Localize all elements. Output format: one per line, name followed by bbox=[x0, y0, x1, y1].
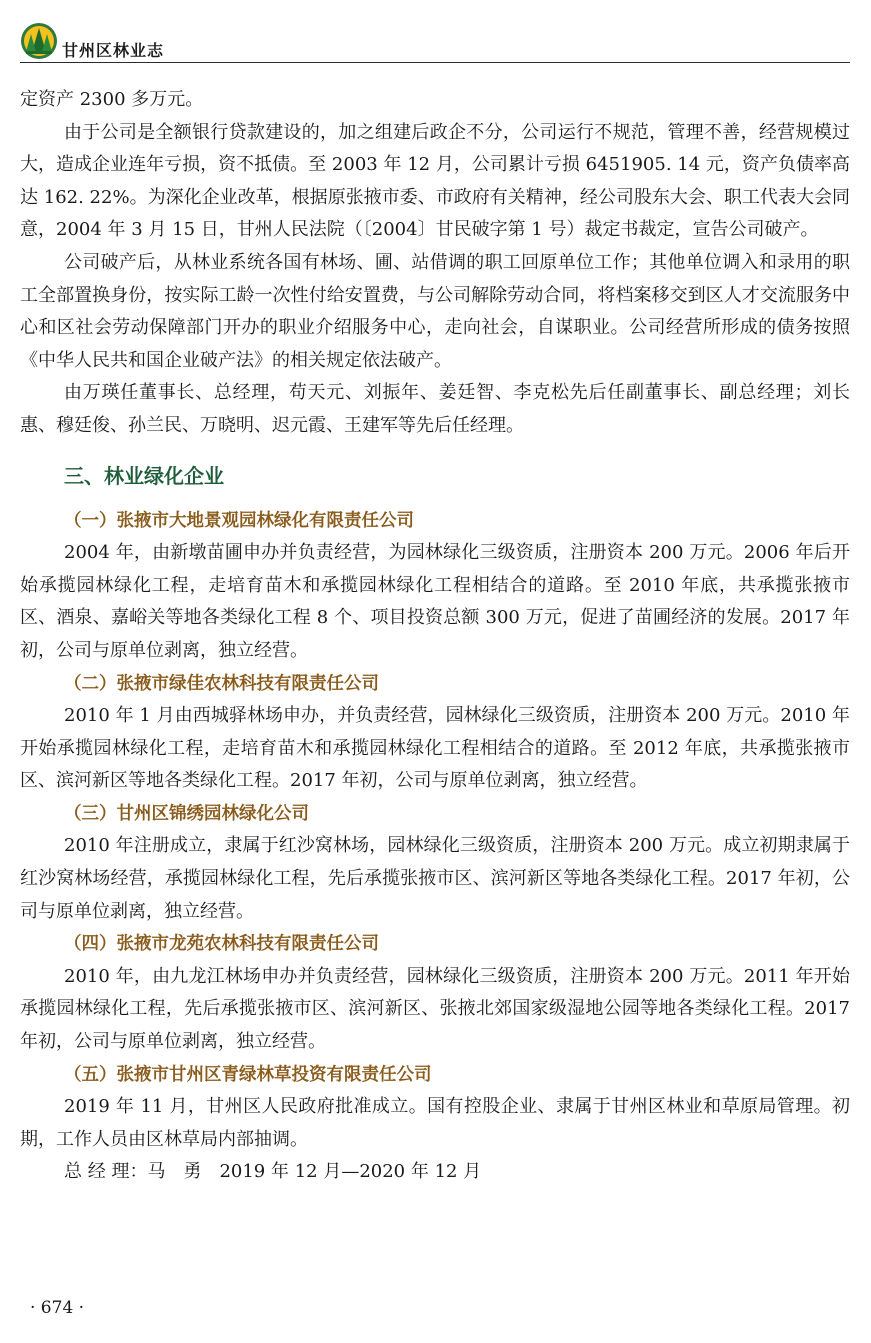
page-body bbox=[20, 84, 850, 1189]
paragraph-after-bankruptcy: 公司破产后，从林业系统各国有林场、圃、站借调的职工回原单位工作；其他单位调入和录用的职工全部置换身份，按实际工龄一次性付给安置费，与公司解除劳动合同，将档案移交到区人才交流服务中心和区社会劳动保障部门开办的职业介绍服务中心，走向社会，自谋职业。公司经营所形成的债务按照《中华人民共和国企业破产法》的相关规定依法破产。 bbox=[20, 251, 850, 371]
page-number: · 674 · bbox=[30, 1298, 85, 1318]
paragraph-leadership: 由万瑛任董事长、总经理，苟天元、刘振年、姜廷智、李克松先后任副董事长、副总经理；刘长惠、穆廷俊、孙兰民、万晓明、迟元霞、王建军等先后任经理。 bbox=[20, 382, 850, 436]
company-heading: （三）甘州区锦绣园林绿化公司 bbox=[64, 803, 309, 824]
company-heading: （二）张掖市绿佳农林科技有限责任公司 bbox=[64, 673, 379, 694]
company-2 bbox=[20, 668, 850, 798]
company-heading: （一）张掖市大地景观园林绿化有限责任公司 bbox=[64, 510, 414, 531]
company-heading: （五）张掖市甘州区青绿林草投资有限责任公司 bbox=[64, 1064, 432, 1085]
book-title: 甘州区林业志 bbox=[62, 41, 165, 60]
forest-logo-icon bbox=[20, 22, 58, 60]
paragraph-bankruptcy: 由于公司是全额银行贷款建设的，加之组建后政企不分，公司运行不规范，管理不善，经营规模过大，造成企业连年亏损，资不抵债。至 2003 年 12 月，公司累计亏损 6451905. 14 元，资产负债率高达 162. 22%。为深化企业改革，根据原张掖市委、市政府有关精神，经公司股东大会、职工代表大会同意，2004 年 3 月 15 日，甘州人民法院（〔2004〕甘民破字第 1 号）裁定书裁定，宣告公司破产。 bbox=[20, 121, 850, 241]
section-heading: 三、林业绿化企业 bbox=[64, 463, 224, 488]
company-1 bbox=[20, 505, 850, 668]
company-text: 2004 年，由新墩苗圃申办并负责经营，为园林绿化三级资质，注册资本 200 万元。2006 年后开始承揽园林绿化工程，走培育苗木和承揽园林绿化工程相结合的道路。至 2010 年底，共承揽张掖市区、酒泉、嘉峪关等地各类绿化工程 8 个、项目投资总额 300 万元，促进了苗圃经济的发展。2017 年初，公司与原单位剥离，独立经营。 bbox=[20, 542, 850, 661]
company-5 bbox=[20, 1059, 850, 1157]
company-text: 2010 年 1 月由西城驿林场申办，并负责经营，园林绿化三级资质，注册资本 200 万元。2010 年开始承揽园林绿化工程，走培育苗木和承揽园林绿化工程相结合的道路。至 2012 年底，共承揽张掖市区、滨河新区等地各类绿化工程。2017 年初，公司与原单位剥离，独立经营。 bbox=[20, 705, 850, 792]
company-text: 2010 年，由九龙江林场申办并负责经营，园林绿化三级资质，注册资本 200 万元。2011 年开始承揽园林绿化工程，先后承揽张掖市区、滨河新区、张掖北郊国家级湿地公园等地各类绿化工程。2017 年初，公司与原单位剥离，独立经营。 bbox=[20, 965, 850, 1053]
manager-line: 总 经 理：马 勇 2019 年 12 月—2020 年 12 月 bbox=[64, 1161, 482, 1183]
company-4 bbox=[20, 928, 850, 1058]
page-header bbox=[20, 22, 850, 64]
company-text: 2010 年注册成立，隶属于红沙窝林场，园林绿化三级资质，注册资本 200 万元。成立初期隶属于红沙窝林场经营，承揽园林绿化工程，先后承揽张掖市区、滨河新区等地各类绿化工程。2017 年初，公司与原单位剥离，独立经营。 bbox=[20, 835, 850, 922]
paragraph-continued: 定资产 2300 多万元。 bbox=[20, 89, 204, 110]
company-heading: （四）张掖市龙苑农林科技有限责任公司 bbox=[64, 934, 379, 955]
company-text: 2019 年 11 月，甘州区人民政府批准成立。国有控股企业、隶属于甘州区林业和草原局管理。初期，工作人员由区林草局内部抽调。 bbox=[20, 1096, 850, 1150]
header-divider bbox=[20, 62, 850, 63]
company-3 bbox=[20, 798, 850, 928]
